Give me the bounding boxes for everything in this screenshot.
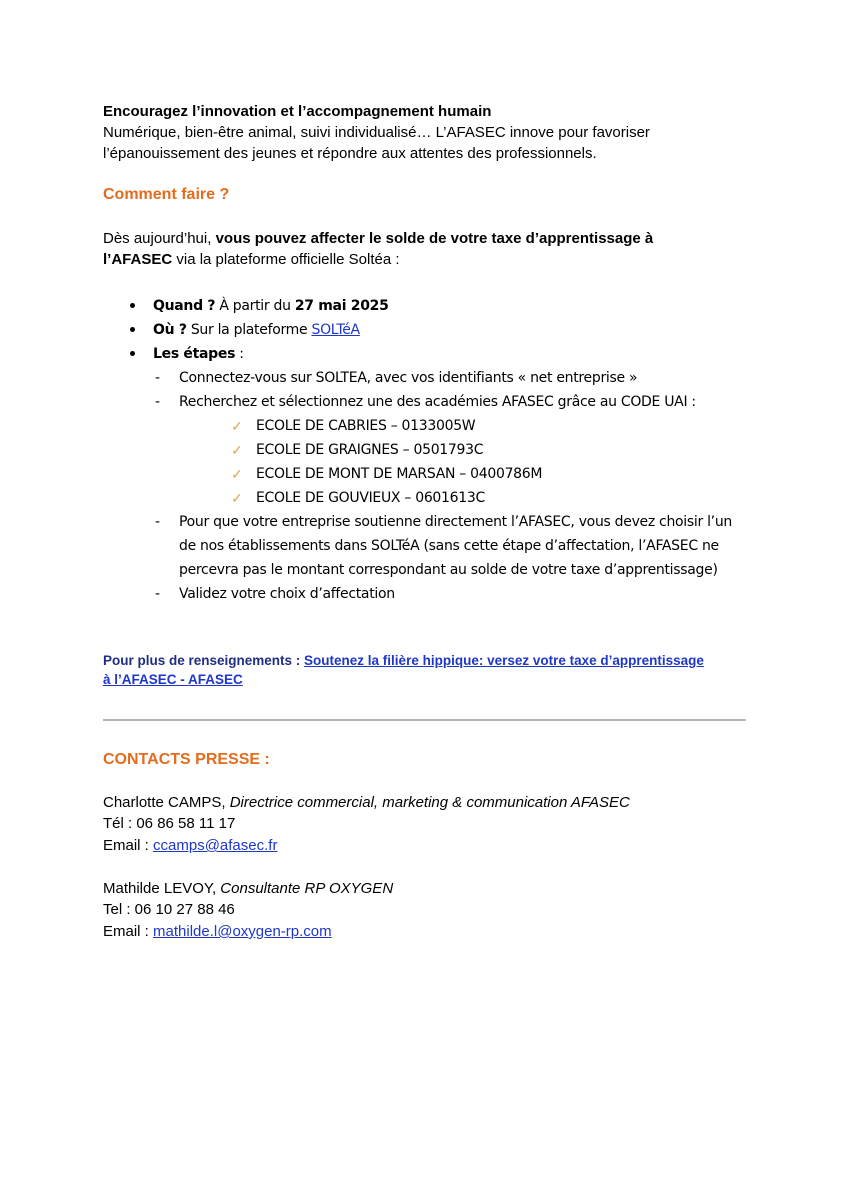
step-3-line-3: percevra pas le montant correspondant au solde de votre taxe d’apprentissage) [179, 562, 718, 578]
step-1: Connectez-vous sur SOLTEA, avec vos identifiants « net entreprise » [179, 370, 638, 386]
contact-2-email-link[interactable]: mathilde.l@oxygen-rp.com [153, 923, 332, 940]
school-1: ECOLE DE CABRIES – 0133005W [256, 418, 476, 434]
school-2: ECOLE DE GRAIGNES – 0501793C [256, 442, 484, 458]
more-info-label: Pour plus de renseignements : [103, 653, 305, 668]
how-paragraph-line-2 [103, 249, 400, 270]
contact-1-role: Directrice commercial, marketing & communication AFASEC [229, 794, 630, 811]
bullet-steps [153, 342, 244, 366]
dash-icon: - [155, 514, 160, 530]
contact-1-tel: Tél : 06 86 58 11 17 [103, 815, 236, 832]
when-date: 27 mai 2025 [294, 298, 389, 314]
steps-colon: : [235, 346, 244, 362]
contact-2-name: Mathilde LEVOY, [103, 880, 221, 897]
contact-1-email-line [103, 835, 277, 856]
checkmark-icon: ✓ [231, 442, 243, 458]
when-text: À partir du [215, 298, 295, 314]
contact-2-name-line [103, 878, 393, 899]
intro-line-2: l’épanouissement des jeunes et répondre aux attentes des professionnels. [103, 145, 597, 162]
checkmark-icon: ✓ [231, 490, 243, 506]
how-p1-text: Dès aujourd’hui, [103, 230, 216, 247]
school-4: ECOLE DE GOUVIEUX – 0601613C [256, 490, 485, 506]
afasec-taxe-link[interactable]: Soutenez la filière hippique: versez votre taxe d’apprentissage [304, 653, 704, 668]
how-heading: Comment faire ? [103, 186, 230, 203]
bullet-when [153, 294, 389, 318]
more-info [103, 651, 753, 689]
intro-line-1: Numérique, bien-être animal, suivi individualisé… L’AFASEC innove pour favoriser [103, 124, 650, 141]
step-3-line-1: Pour que votre entreprise soutienne directement l’AFASEC, vous devez choisir l’un [179, 514, 732, 530]
contact-1-name-line [103, 792, 630, 813]
intro-title: Encouragez l’innovation et l’accompagnement humain [103, 103, 492, 120]
contact-2-tel: Tel : 06 10 27 88 46 [103, 901, 235, 918]
press-heading: CONTACTS PRESSE : [103, 751, 270, 768]
contact-2-email-line [103, 921, 332, 942]
checkmark-icon: ✓ [231, 418, 243, 434]
step-2: Recherchez et sélectionnez une des académies AFASEC grâce au CODE UAI : [179, 394, 696, 410]
when-label: Quand ? [153, 298, 216, 314]
bullet-dot-icon [130, 351, 135, 356]
how-p2-text: via la plateforme officielle Soltéa : [172, 251, 400, 268]
dash-icon: - [155, 394, 160, 410]
where-label: Où ? [153, 322, 187, 338]
checkmark-icon: ✓ [231, 466, 243, 482]
how-p1-bold: vous pouvez affecter le solde de votre taxe d’apprentissage à [215, 230, 654, 247]
dash-icon: - [155, 370, 160, 386]
bullet-dot-icon [130, 303, 135, 308]
bullet-dot-icon [130, 327, 135, 332]
bullet-list [103, 294, 753, 614]
step-4: Validez votre choix d’affectation [179, 586, 395, 602]
afasec-taxe-link-cont[interactable]: à l’AFASEC - AFASEC [103, 672, 243, 687]
how-p2-bold: l’AFASEC [103, 251, 173, 268]
contact-2-role: Consultante RP OXYGEN [220, 880, 394, 897]
step-3-line-2: de nos établissements dans SOLTéA (sans cette étape d’affectation, l’AFASEC ne [179, 538, 719, 554]
steps-label: Les étapes [153, 346, 236, 362]
contact-1-name: Charlotte CAMPS, [103, 794, 230, 811]
contact-2-email-label: Email : [103, 923, 154, 940]
contact-1-email-link[interactable]: ccamps@afasec.fr [153, 837, 278, 854]
soltea-link[interactable]: SOLTéA [311, 322, 360, 338]
contact-1-email-label: Email : [103, 837, 154, 854]
section-divider [103, 719, 746, 721]
dash-icon: - [155, 586, 160, 602]
bullet-where [153, 318, 360, 342]
school-3: ECOLE DE MONT DE MARSAN – 0400786M [256, 466, 543, 482]
where-text: Sur la plateforme [186, 322, 312, 338]
how-paragraph-line-1 [103, 228, 653, 249]
